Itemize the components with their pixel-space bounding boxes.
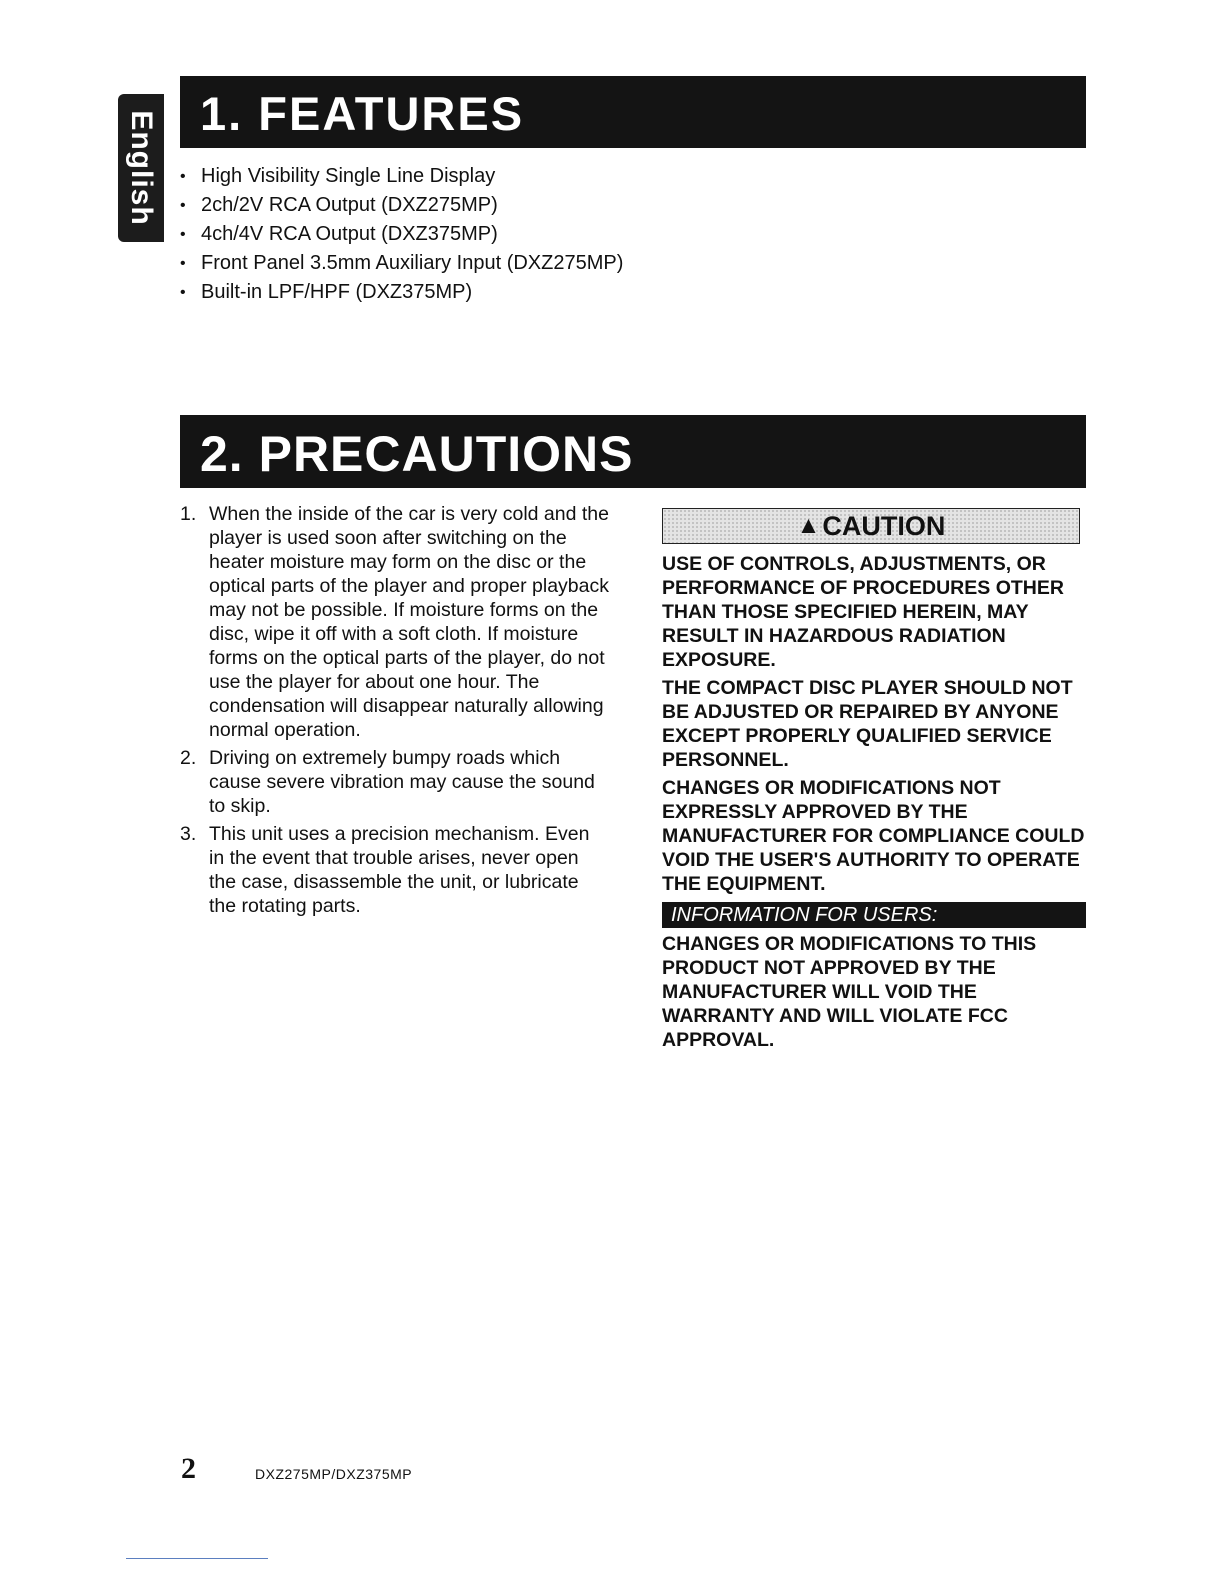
list-item (180, 746, 610, 818)
caution-paragraph-2: THE COMPACT DISC PLAYER SHOULD NOT BE ADJUSTED OR REPAIRED BY ANYONE EXCEPT PROPERLY QUALIFIED SERVICE PERSONNEL. (662, 677, 1073, 771)
features-heading: 1. FEATURES (180, 76, 1086, 148)
list-item (180, 822, 610, 918)
list-item-number: 2. (180, 747, 197, 769)
list-item-number: 1. (180, 503, 197, 525)
caution-paragraph-1: USE OF CONTROLS, ADJUSTMENTS, OR PERFORMANCE OF PROCEDURES OTHER THAN THOSE SPECIFIED HEREIN, MAY RESULT IN HAZARDOUS RADIATION EXPOSURE. (662, 553, 1064, 671)
precautions-list (180, 502, 610, 922)
list-item: • Built-in LPF/HPF (DXZ375MP) (180, 278, 623, 307)
list-item: • Front Panel 3.5mm Auxiliary Input (DXZ275MP) (180, 249, 623, 278)
information-heading: INFORMATION FOR USERS: (662, 902, 1086, 928)
language-tab-label: English (125, 110, 158, 226)
list-item-text: When the inside of the car is very cold and the player is used soon after switching on the heater moisture may form on the disc or the optical parts of the player and proper playback may not be possible. If moisture forms on the disc, wipe it off with a soft cloth. If moisture forms on the optical parts of the player, do not use the player for about one hour. The condensation will disappear naturally allowing normal operation. (209, 503, 609, 741)
list-item: • High Visibility Single Line Display (180, 162, 623, 191)
list-item: • 4ch/4V RCA Output (DXZ375MP) (180, 220, 623, 249)
language-tab (118, 94, 164, 242)
list-item (180, 502, 610, 742)
features-list (180, 162, 623, 307)
page-number: 2 (181, 1452, 196, 1485)
model-footer: DXZ275MP/DXZ375MP (255, 1466, 413, 1482)
precautions-heading: 2. PRECAUTIONS (180, 415, 1086, 488)
list-item-text: Driving on extremely bumpy roads which cause severe vibration may cause the sound to skip. (209, 747, 595, 817)
bottom-rule (126, 1558, 268, 1559)
caution-paragraph-3: CHANGES OR MODIFICATIONS NOT EXPRESSLY APPROVED BY THE MANUFACTURER FOR COMPLIANCE COULD VOID THE USER'S AUTHORITY TO OPERATE THE EQUIPMENT. (662, 777, 1085, 895)
list-item: • 2ch/2V RCA Output (DXZ275MP) (180, 191, 623, 220)
list-item-text: This unit uses a precision mechanism. Even in the event that trouble arises, never open the case, disassemble the unit, or lubricate the rotating parts. (209, 823, 590, 917)
caution-banner (662, 508, 1080, 544)
list-item-number: 3. (180, 823, 197, 845)
caution-title: CAUTION (822, 510, 946, 541)
information-text: CHANGES OR MODIFICATIONS TO THIS PRODUCT NOT APPROVED BY THE MANUFACTURER WILL VOID THE WARRANTY AND WILL VIOLATE FCC APPROVAL. (662, 933, 1037, 1051)
warning-triangle-icon: ▲ (796, 512, 821, 539)
